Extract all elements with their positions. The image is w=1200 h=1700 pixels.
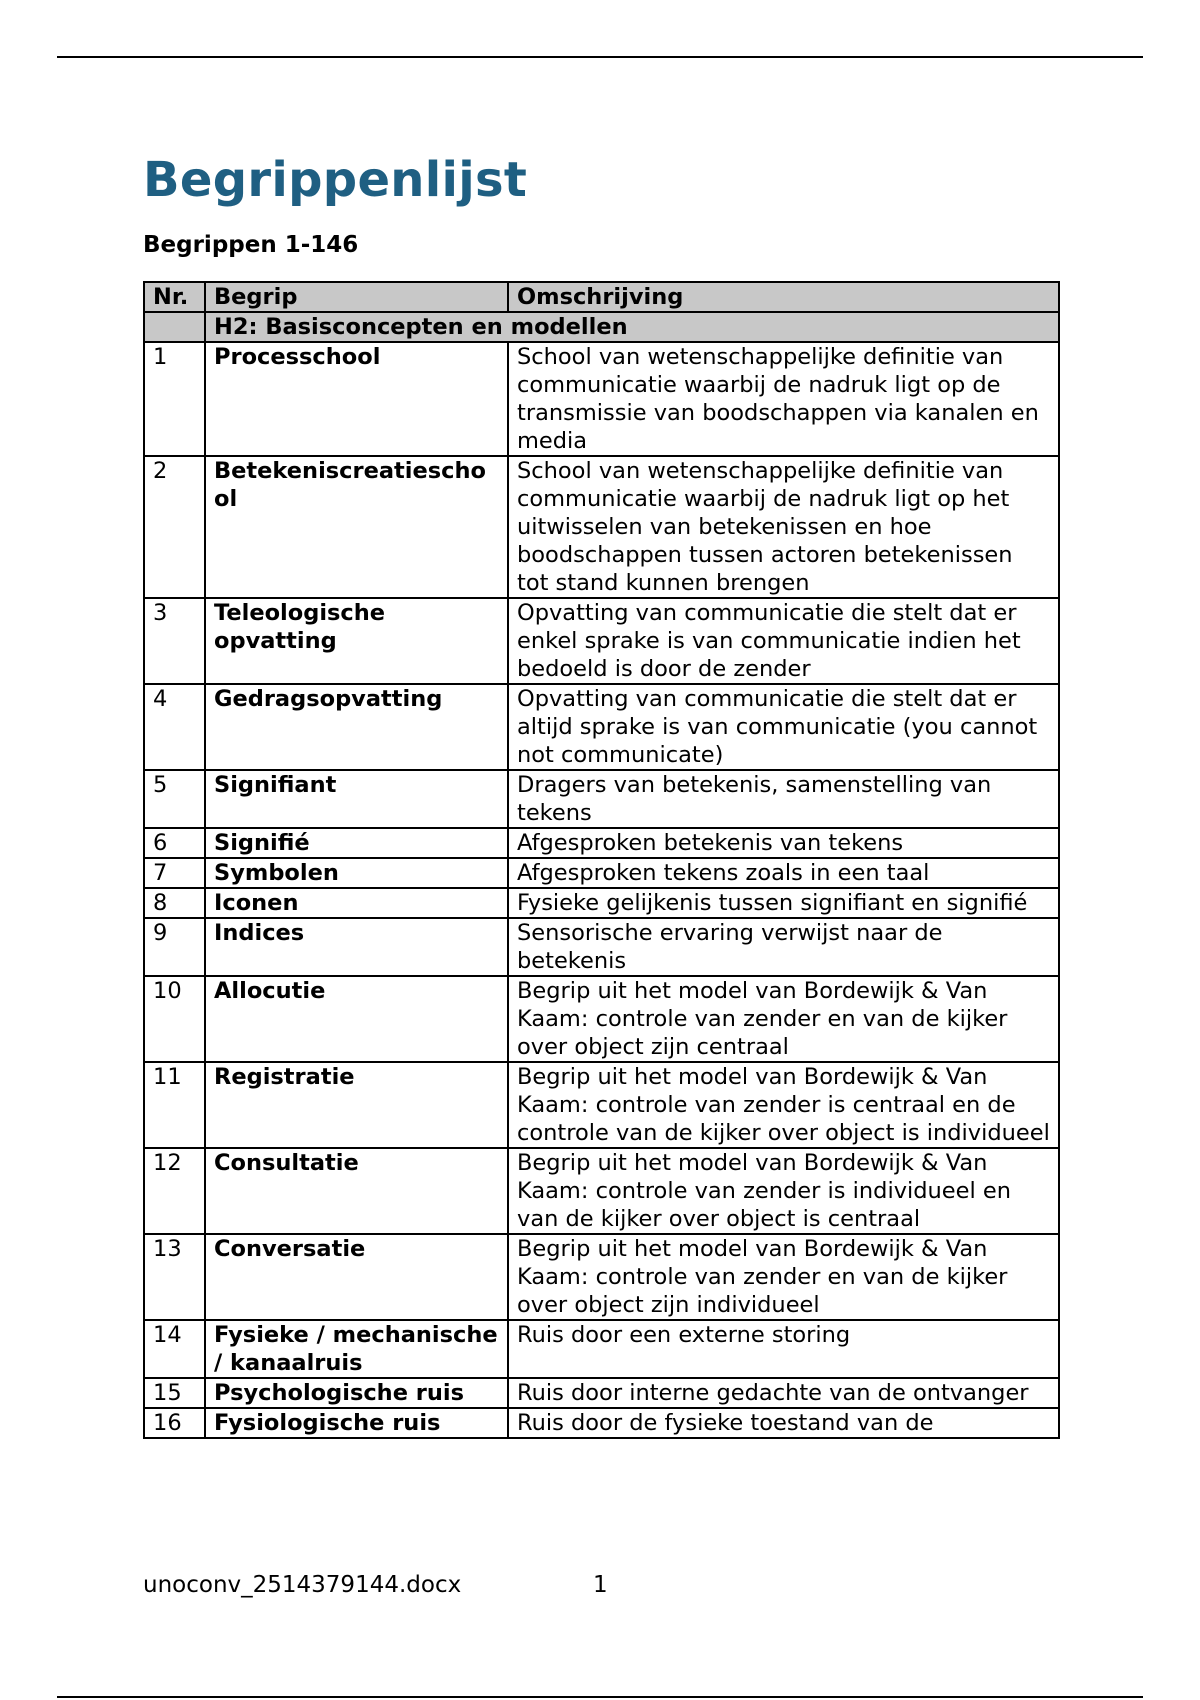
row-number: 5 — [144, 770, 205, 828]
table-row — [144, 918, 1059, 976]
row-description: Fysieke gelijkenis tussen signifiant en signifié — [508, 888, 1059, 918]
row-term: Indices — [205, 918, 508, 976]
page-title: Begrippenlijst — [143, 152, 528, 208]
row-description: Afgesproken tekens zoals in een taal — [508, 858, 1059, 888]
row-number: 2 — [144, 456, 205, 598]
table-row — [144, 1062, 1059, 1148]
row-term: Iconen — [205, 888, 508, 918]
row-term: Teleologische opvatting — [205, 598, 508, 684]
table-row — [144, 684, 1059, 770]
footer-filename: unoconv_2514379144.docx — [143, 1572, 462, 1598]
table-row — [144, 342, 1059, 456]
row-description: Ruis door de fysieke toestand van de — [508, 1408, 1059, 1438]
row-description: Ruis door een externe storing — [508, 1320, 1059, 1378]
row-description: Opvatting van communicatie die stelt dat er enkel sprake is van communicatie indien het bedoeld is door de zender — [508, 598, 1059, 684]
table-row — [144, 858, 1059, 888]
footer-page-number: 1 — [593, 1572, 608, 1598]
row-number: 7 — [144, 858, 205, 888]
row-number: 3 — [144, 598, 205, 684]
row-number: 13 — [144, 1234, 205, 1320]
table-row — [144, 1408, 1059, 1438]
header-rule — [57, 56, 1143, 58]
table-row — [144, 1234, 1059, 1320]
row-term: Symbolen — [205, 858, 508, 888]
row-description: Begrip uit het model van Bordewijk & Van Kaam: controle van zender is individueel en van de kijker over object is centraal — [508, 1148, 1059, 1234]
row-description: Afgesproken betekenis van tekens — [508, 828, 1059, 858]
row-number: 15 — [144, 1378, 205, 1408]
section-empty-cell — [144, 312, 205, 342]
table-row — [144, 888, 1059, 918]
table-row — [144, 456, 1059, 598]
row-term: Processchool — [205, 342, 508, 456]
row-term: Gedragsopvatting — [205, 684, 508, 770]
header-term: Begrip — [205, 282, 508, 312]
row-description: Begrip uit het model van Bordewijk & Van Kaam: controle van zender en van de kijker over object zijn individueel — [508, 1234, 1059, 1320]
glossary-table — [143, 281, 1060, 1439]
row-term: Consultatie — [205, 1148, 508, 1234]
row-number: 12 — [144, 1148, 205, 1234]
table-row — [144, 976, 1059, 1062]
table-row — [144, 770, 1059, 828]
header-nr: Nr. — [144, 282, 205, 312]
table-row — [144, 828, 1059, 858]
row-description: Dragers van betekenis, samenstelling van tekens — [508, 770, 1059, 828]
row-description: Opvatting van communicatie die stelt dat er altijd sprake is van communicatie (you cannot not communicate) — [508, 684, 1059, 770]
table-header-row — [144, 282, 1059, 312]
row-description: Ruis door interne gedachte van de ontvanger — [508, 1378, 1059, 1408]
row-number: 6 — [144, 828, 205, 858]
section-row — [144, 312, 1059, 342]
row-term: Fysiologische ruis — [205, 1408, 508, 1438]
subtitle: Begrippen 1-146 — [143, 232, 359, 258]
row-number: 4 — [144, 684, 205, 770]
row-term: Signifié — [205, 828, 508, 858]
row-number: 10 — [144, 976, 205, 1062]
table-row — [144, 1320, 1059, 1378]
row-description: School van wetenschappelijke definitie van communicatie waarbij de nadruk ligt op het uitwisselen van betekenissen en hoe boodschappen tussen actoren betekenissen tot stand kunnen brengen — [508, 456, 1059, 598]
row-number: 9 — [144, 918, 205, 976]
row-number: 14 — [144, 1320, 205, 1378]
row-term: Registratie — [205, 1062, 508, 1148]
row-term: Betekeniscreatieschool — [205, 456, 508, 598]
table-row — [144, 598, 1059, 684]
row-description: Sensorische ervaring verwijst naar de betekenis — [508, 918, 1059, 976]
row-term: Signifiant — [205, 770, 508, 828]
table-row — [144, 1148, 1059, 1234]
row-term: Conversatie — [205, 1234, 508, 1320]
row-number: 1 — [144, 342, 205, 456]
footer-rule — [57, 1696, 1143, 1698]
row-term: Allocutie — [205, 976, 508, 1062]
row-number: 16 — [144, 1408, 205, 1438]
section-title: H2: Basisconcepten en modellen — [205, 312, 1059, 342]
row-description: School van wetenschappelijke definitie van communicatie waarbij de nadruk ligt op de transmissie van boodschappen via kanalen en media — [508, 342, 1059, 456]
table-row — [144, 1378, 1059, 1408]
row-description: Begrip uit het model van Bordewijk & Van Kaam: controle van zender en van de kijker over object zijn centraal — [508, 976, 1059, 1062]
row-term: Psychologische ruis — [205, 1378, 508, 1408]
row-number: 8 — [144, 888, 205, 918]
row-term: Fysieke / mechanische / kanaalruis — [205, 1320, 508, 1378]
row-number: 11 — [144, 1062, 205, 1148]
row-description: Begrip uit het model van Bordewijk & Van Kaam: controle van zender is centraal en de controle van de kijker over object is individueel — [508, 1062, 1059, 1148]
header-description: Omschrijving — [508, 282, 1059, 312]
